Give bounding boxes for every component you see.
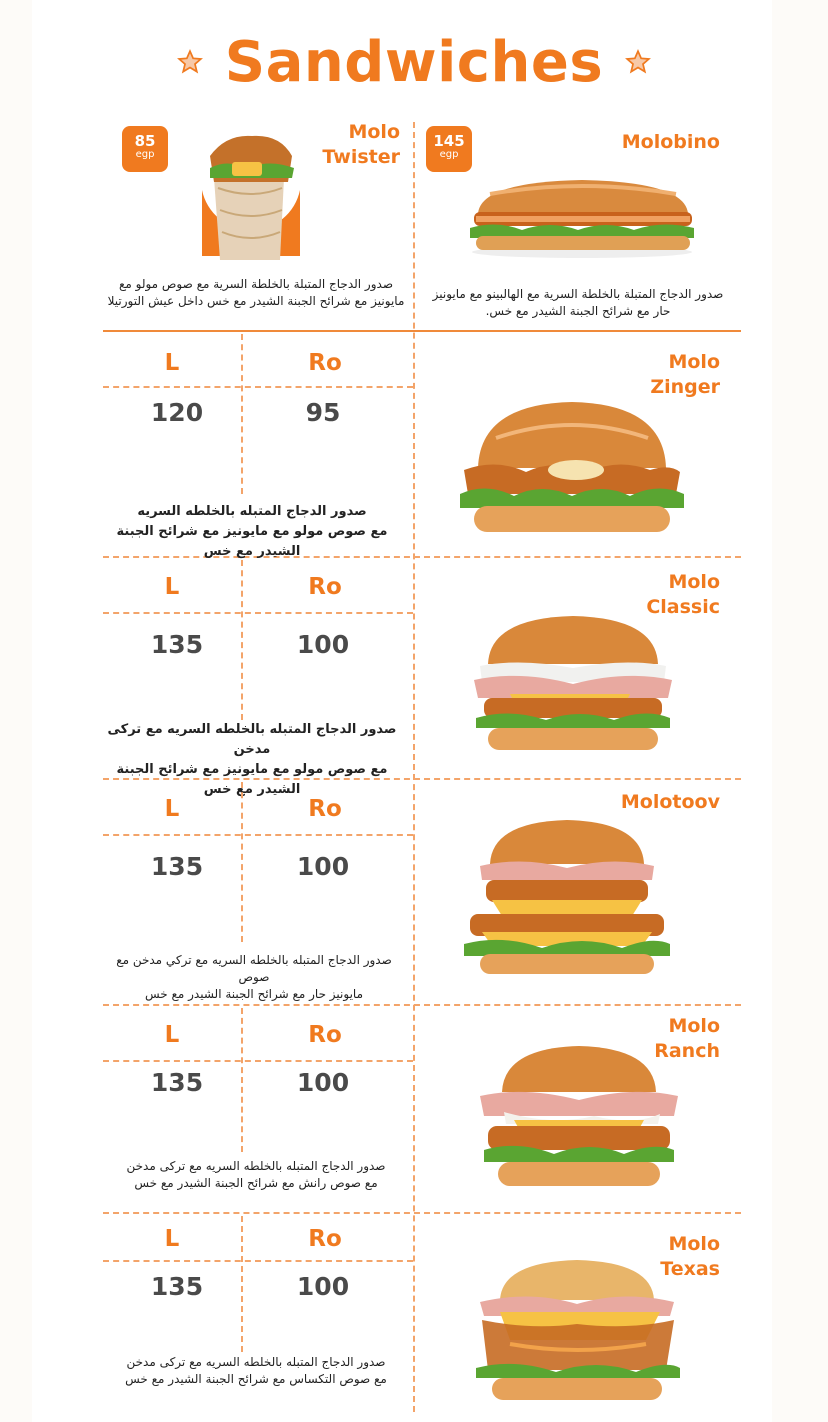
size-label-ro: Ro xyxy=(308,350,342,376)
price-l: 135 xyxy=(150,1272,204,1301)
price-l: 135 xyxy=(150,630,204,659)
item-description: صدور الدجاج المتبله بالخلطه السريه مع تركى مدخن مع صوص التكساس مع شرائح الجبنة الشيدر مع خس xyxy=(125,1355,387,1386)
price-grid-divider xyxy=(241,1008,243,1152)
price-badge: 145 egp xyxy=(426,126,472,172)
price-ro: 100 xyxy=(296,1068,350,1097)
price-grid-divider xyxy=(241,560,243,720)
size-label-l: L xyxy=(164,796,180,822)
price-grid-divider xyxy=(241,782,243,942)
price-grid-divider xyxy=(103,612,413,614)
row-divider xyxy=(103,1212,741,1214)
price-ro: 100 xyxy=(296,630,350,659)
size-label-l: L xyxy=(164,350,180,376)
price-grid-divider xyxy=(103,1060,413,1062)
star-icon xyxy=(625,49,651,75)
row-divider xyxy=(103,1004,741,1006)
star-icon xyxy=(177,49,203,75)
item-name-molo-zinger: Molo Zinger xyxy=(650,351,720,398)
molo-zinger-burger-image xyxy=(456,398,688,538)
column-divider xyxy=(413,122,415,1412)
molo-texas-burger-image xyxy=(470,1260,684,1402)
item-description: صدور الدجاج المتبله بالخلطه السريه مع تركى مدخن مع صوص رانش مع شرائح الجبنة الشيدر مع خس xyxy=(126,1159,386,1190)
item-name-molobino: Molobino xyxy=(621,131,720,153)
item-description: صدور الدجاج المتبلة بالخلطة السرية مع الهالبينو مع مايونيز حار مع شرائح الجبنة الشيدر مع خس. xyxy=(432,287,724,318)
size-label-ro: Ro xyxy=(308,574,342,600)
price-l: 135 xyxy=(150,1068,204,1097)
price-l: 120 xyxy=(150,398,204,427)
price-grid-divider xyxy=(241,334,243,494)
price-ro: 100 xyxy=(296,1272,350,1301)
item-name-molo-twister: Molo Twister xyxy=(322,121,400,168)
price-grid-divider xyxy=(103,834,413,836)
item-name-molo-texas: Molo Texas xyxy=(660,1233,720,1280)
item-name-molotoov: Molotoov xyxy=(620,791,720,813)
size-label-l: L xyxy=(164,1022,180,1048)
price-ro: 95 xyxy=(305,398,341,427)
size-label-ro: Ro xyxy=(308,1226,342,1252)
molo-twister-wrap-image xyxy=(196,128,306,268)
item-description: صدور الدجاج المتبله بالخلطه السريه مع صوص مولو مع مايونيز مع شرائح الجبنة الشيدر مع خس xyxy=(116,504,388,559)
price-ro: 100 xyxy=(296,852,350,881)
item-name-molo-classic: Molo Classic xyxy=(646,571,720,618)
size-label-ro: Ro xyxy=(308,796,342,822)
molobino-sandwich-image xyxy=(466,172,698,262)
molo-classic-burger-image xyxy=(470,614,676,754)
size-label-l: L xyxy=(164,574,180,600)
size-label-ro: Ro xyxy=(308,1022,342,1048)
price-grid-divider xyxy=(103,1260,413,1262)
price-l: 135 xyxy=(150,852,204,881)
row-divider xyxy=(103,330,741,332)
price-grid-divider xyxy=(103,386,413,388)
molotoov-burger-image xyxy=(462,820,672,976)
price-badge: 85 egp xyxy=(122,126,168,172)
price-grid-divider xyxy=(241,1216,243,1352)
menu-header xyxy=(0,22,828,102)
molo-ranch-burger-image xyxy=(474,1046,684,1190)
item-description: صدور الدجاج المتبله بالخلطه السريه مع تركى مدخن مع صوص مولو مع مايونيز مع شرائح الجبنة الشيدر مع خس xyxy=(107,722,397,797)
size-label-l: L xyxy=(164,1226,180,1252)
item-description: صدور الدجاج المتبلة بالخلطة السرية مع صوص مولو مع مايونيز مع شرائح الجبنة الشيدر مع خس داخل عيش التورتيلا xyxy=(107,277,405,308)
page-title: Sandwiches xyxy=(224,29,604,95)
item-name-molo-ranch: Molo Ranch xyxy=(654,1015,720,1062)
item-description: صدور الدجاج المتبله بالخلطه السريه مع تركي مدخن مع صوص مايونيز حار مع شرائح الجبنة الشيدر مع خس xyxy=(116,953,392,1001)
